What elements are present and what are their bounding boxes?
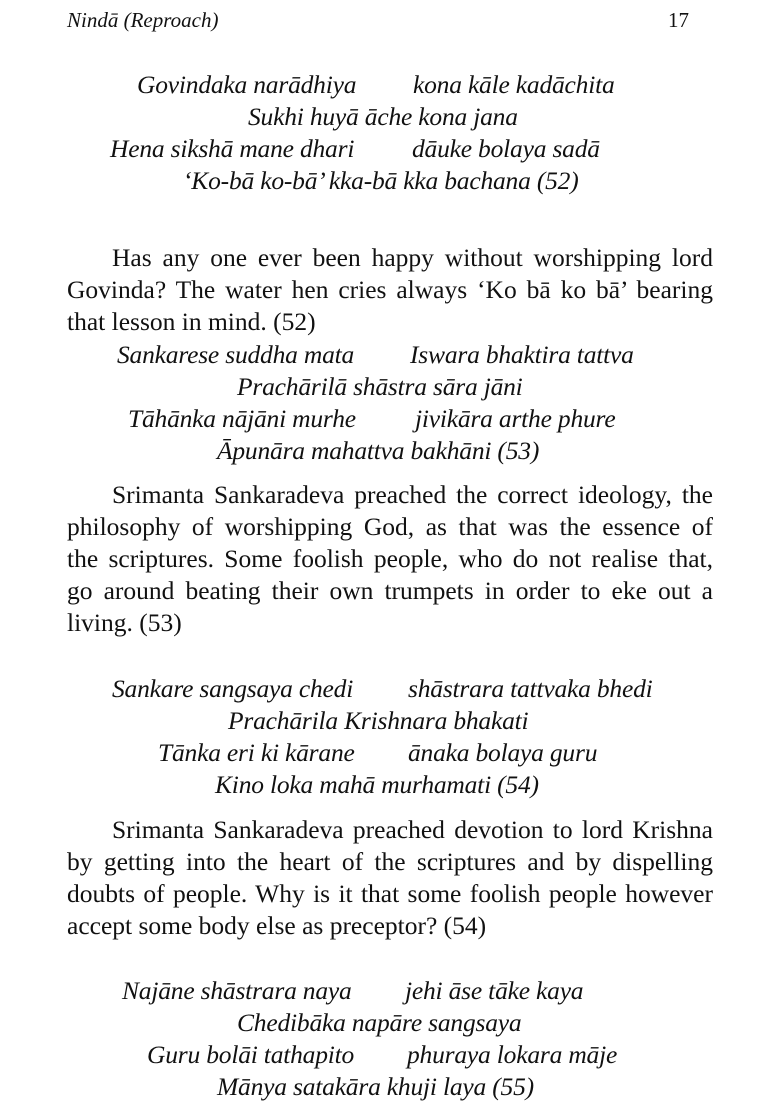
- verse-line: kona kāle kadāchita: [413, 70, 615, 99]
- verse-line: Iswara bhaktira tattva: [410, 340, 634, 369]
- paragraph-line: philosophy of worshipping God, as that was the essence of: [67, 512, 713, 541]
- verse-line: Āpunāra mahattva bakhāni (53): [217, 436, 540, 465]
- verse-line: jehi āse tāke kaya: [405, 976, 584, 1005]
- paragraph-line: accept some body else as preceptor? (54): [67, 911, 487, 940]
- verse-line: Kino loka mahā murhamati (54): [215, 770, 539, 799]
- page-number: 17: [668, 8, 689, 32]
- verse-line: Chedibāka napāre sangsaya: [237, 1008, 522, 1037]
- paragraph-line: Has any one ever been happy without worshipping lord: [112, 243, 713, 272]
- verse-line: Sankarese suddha mata: [117, 340, 355, 369]
- verse-line: Sukhi huyā āche kona jana: [248, 102, 518, 131]
- verse-line: Tāhānka nājāni murhe: [128, 404, 356, 433]
- verse-line: Sankare sangsaya chedi: [112, 674, 354, 703]
- verse-line: ‘Ko-bā ko-bā’ kka-bā kka bachana (52): [183, 166, 579, 195]
- running-header-title: Nindā (Reproach): [67, 8, 219, 32]
- verse-line: dāuke bolaya sadā: [412, 134, 600, 163]
- verse-line: Hena sikshā mane dhari: [110, 134, 355, 163]
- verse-line: shāstrara tattvaka bhedi: [408, 674, 653, 703]
- verse-line: Prachārila Krishnara bhakati: [228, 706, 529, 735]
- verse-line: phuraya lokara māje: [407, 1040, 618, 1069]
- paragraph-line: living. (53): [67, 608, 182, 637]
- verse-line: Mānya satakāra khuji laya (55): [217, 1072, 534, 1101]
- verse-line: Prachārilā shāstra sāra jāni: [237, 372, 523, 401]
- verse-line: ānaka bolaya guru: [408, 738, 598, 767]
- paragraph-line: Srimanta Sankaradeva preached the correct ideology, the: [112, 480, 713, 509]
- verse-line: jivikāra arthe phure: [415, 404, 616, 433]
- verse-line: Govindaka narādhiya: [137, 70, 357, 99]
- verse-line: Najāne shāstrara naya: [122, 976, 352, 1005]
- paragraph-line: go around beating their own trumpets in order to eke out a: [67, 576, 713, 605]
- paragraph-line: that lesson in mind. (52): [67, 307, 316, 336]
- verse-line: Guru bolāi tathapito: [147, 1040, 355, 1069]
- paragraph-line: the scriptures. Some foolish people, who do not realise that,: [67, 544, 713, 573]
- paragraph-line: doubts of people. Why is it that some foolish people however: [67, 879, 713, 908]
- paragraph-line: by getting into the heart of the scriptures and by dispelling: [67, 847, 713, 876]
- paragraph-line: Govinda? The water hen cries always ‘Ko bā ko bā’ bearing: [67, 275, 713, 304]
- paragraph-line: Srimanta Sankaradeva preached devotion to lord Krishna: [112, 815, 713, 844]
- verse-line: Tānka eri ki kārane: [158, 738, 355, 767]
